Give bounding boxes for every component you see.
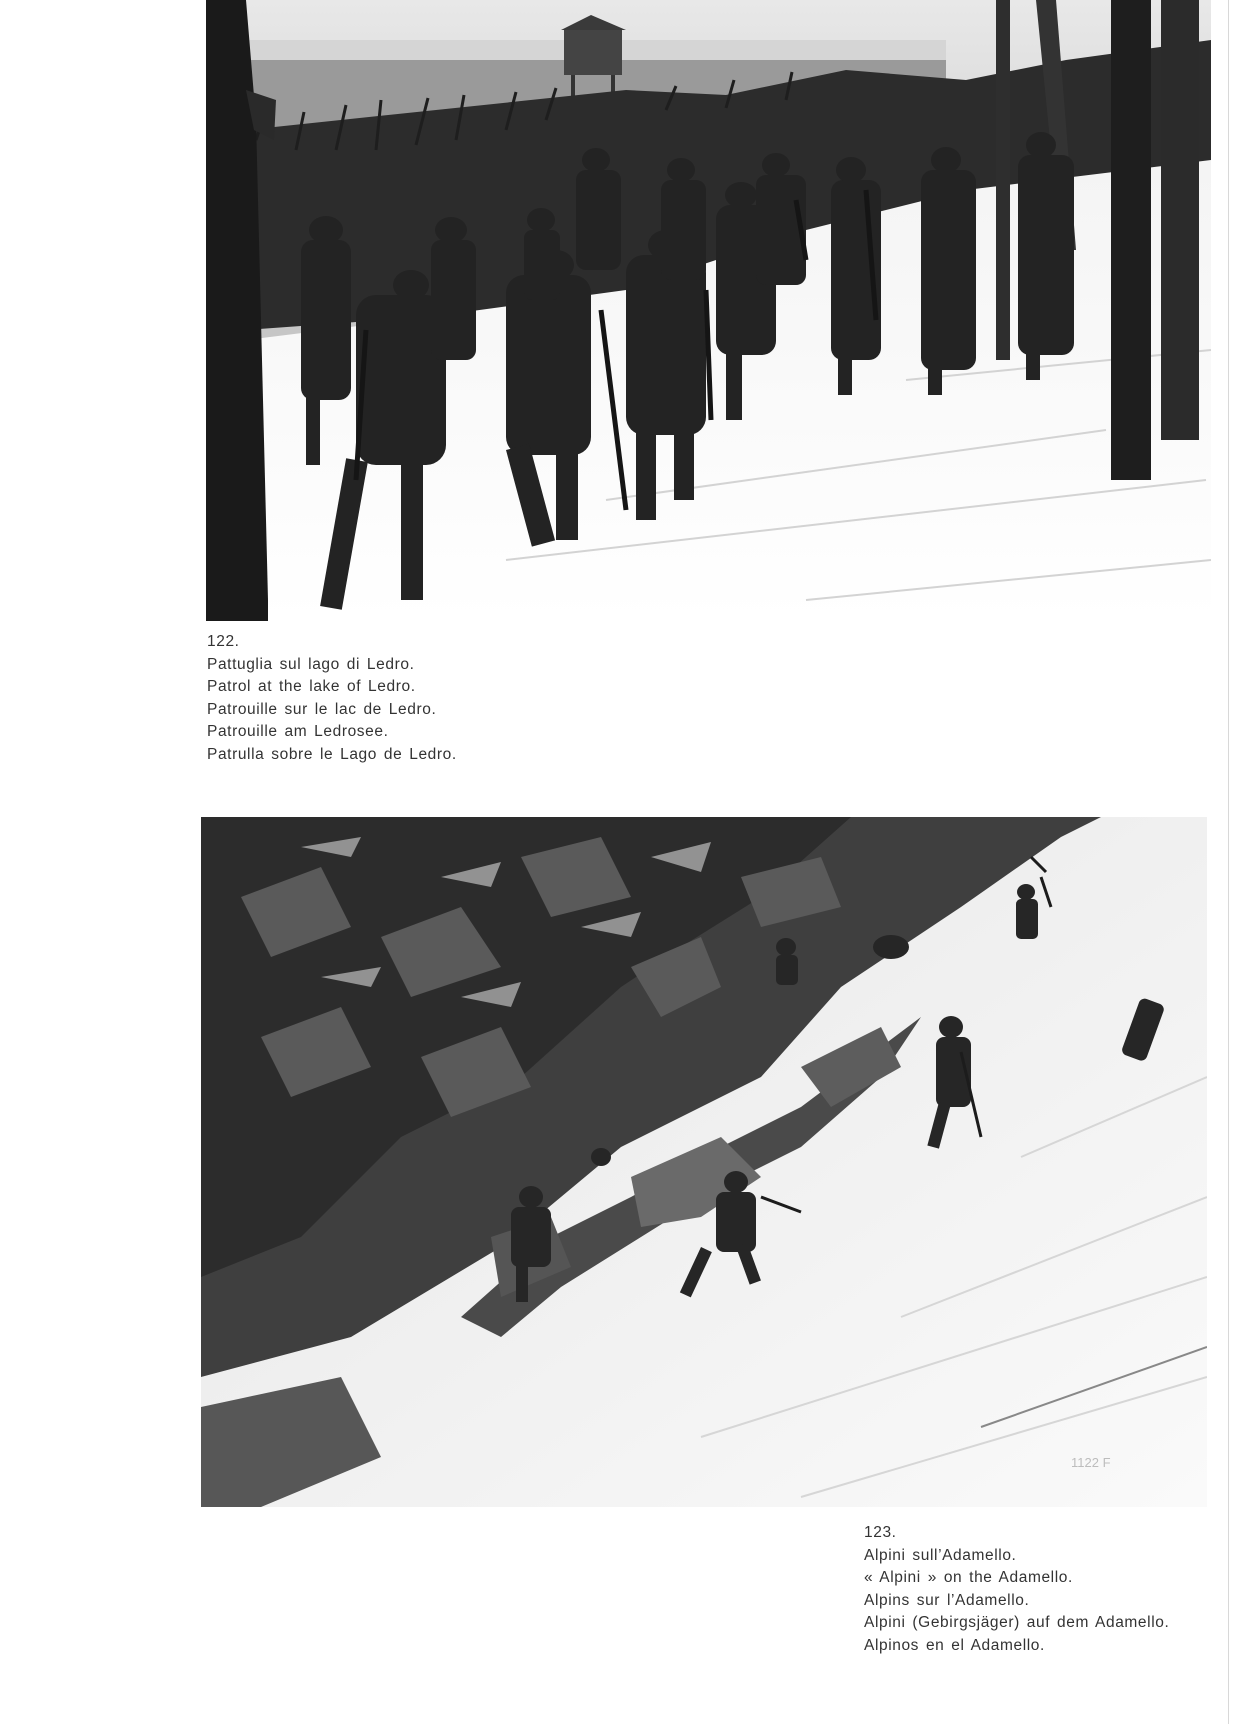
- caption-123: [864, 1522, 1169, 1657]
- caption-german: Alpini (Gebirgsjäger) auf dem Adamello.: [864, 1614, 1170, 1631]
- caption-english: « Alpini » on the Adamello.: [864, 1569, 1073, 1586]
- caption-italian: Pattuglia sul lago di Ledro.: [207, 655, 415, 673]
- caption-spanish: Alpinos en el Adamello.: [864, 1636, 1045, 1654]
- caption-german: Patrouille am Ledrosee.: [207, 723, 389, 740]
- photo-patrol-lake-ledro: [206, 0, 1211, 621]
- caption-french: Alpins sur l’Adamello.: [864, 1591, 1030, 1609]
- caption-122: [207, 631, 457, 766]
- figure-number: 123.: [864, 1524, 897, 1541]
- caption-spanish: Patrulla sobre le Lago de Ledro.: [207, 745, 457, 763]
- photo-alpini-adamello: [201, 817, 1207, 1507]
- caption-french: Patrouille sur le lac de Ledro.: [207, 700, 437, 718]
- figure-number: 122.: [207, 633, 240, 650]
- photo-patrol-image: [206, 0, 1211, 621]
- photo-alpini-image: [201, 817, 1207, 1507]
- photo-mark: 1122 F: [1071, 1455, 1111, 1470]
- page-edge-rule: [1228, 0, 1229, 1724]
- caption-italian: Alpini sull’Adamello.: [864, 1546, 1017, 1564]
- caption-english: Patrol at the lake of Ledro.: [207, 678, 416, 695]
